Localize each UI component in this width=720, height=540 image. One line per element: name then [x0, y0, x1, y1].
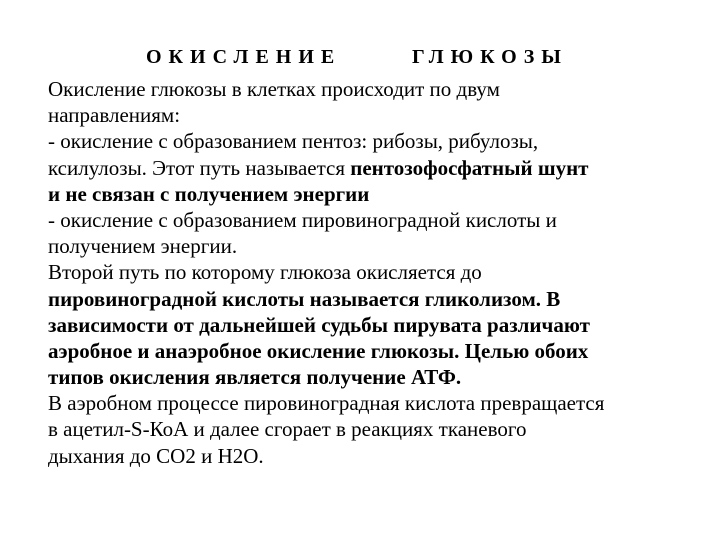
text-segment: дыхания до СО2 и Н2О.: [48, 443, 264, 468]
text-line: [48, 128, 708, 154]
text-line: [48, 259, 708, 285]
bold-text-segment: аэробное и анаэробное окисление глюкозы. Целью обоих: [48, 338, 589, 363]
text-segment: В аэробном процессе пировиноградная кислота превращается: [48, 391, 605, 416]
text-line: [48, 102, 708, 128]
text-segment: в ацетил-S-КоА и далее сгорает в реакциях тканевого: [48, 417, 527, 442]
slide-body-text: [48, 76, 708, 469]
text-segment: направлениям:: [48, 103, 181, 128]
text-line: [48, 181, 708, 207]
title-word-1: ОКИСЛЕНИЕ: [146, 46, 342, 68]
text-line: [48, 233, 708, 259]
title-word-2: ГЛЮКОЗЫ: [412, 46, 568, 68]
text-segment: ксилулозы. Этот путь называется: [48, 155, 351, 180]
text-line: [48, 390, 708, 416]
bold-text-segment: типов окисления является получение АТФ.: [48, 365, 462, 390]
text-line: [48, 364, 708, 390]
bold-text-segment: зависимости от дальнейшей судьбы пирувата различают: [48, 312, 590, 337]
text-line: [48, 207, 708, 233]
text-line: [48, 76, 708, 102]
text-segment: - окисление с образованием пентоз: рибозы, рибулозы,: [48, 129, 539, 154]
text-line: [48, 312, 708, 338]
text-segment: - окисление с образованием пировиноградной кислоты и: [48, 207, 557, 232]
bold-text-segment: пентозофосфатный шунт: [350, 155, 589, 180]
text-line: [48, 416, 708, 442]
bold-text-segment: и не связан с получением энергии: [48, 181, 370, 206]
text-line: [48, 338, 708, 364]
text-line: [48, 155, 708, 181]
slide-title: [0, 46, 720, 76]
text-line: [48, 443, 708, 469]
text-segment: Второй путь по которому глюкоза окисляется до: [48, 260, 482, 285]
text-line: [48, 286, 708, 312]
bold-text-segment: пировиноградной кислоты называется гликолизом. В: [48, 286, 561, 311]
text-segment: Окисление глюкозы в клетках происходит по двум: [48, 77, 500, 101]
text-segment: получением энергии.: [48, 234, 238, 259]
